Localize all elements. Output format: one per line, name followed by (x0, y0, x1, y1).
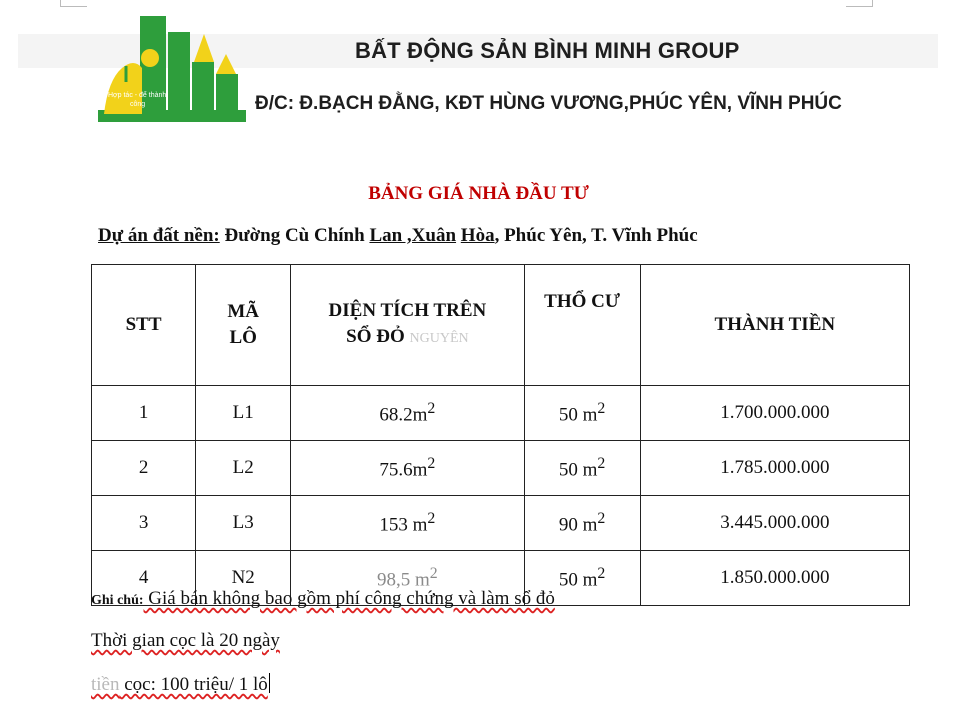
cell-thanh-tien: 1.700.000.000 (640, 386, 909, 441)
note-deposit-time: Thời gian cọc là 20 ngày (91, 630, 280, 651)
header-dien-tich (291, 265, 524, 386)
logo-tower-2 (168, 32, 190, 114)
cell-dien-tich: $75.6m^2$ (291, 441, 524, 496)
cell-ma: L2 (196, 441, 291, 496)
logo-tower-4 (216, 74, 238, 114)
cell-tho-cu: 50 $m^2$ (524, 386, 640, 441)
logo-roof-1 (194, 34, 214, 62)
note-line-1 (91, 588, 555, 610)
table-row (92, 441, 910, 496)
price-table (91, 264, 910, 606)
note-line-2 (91, 630, 280, 652)
margin-mark-left (60, 0, 87, 7)
cell-stt: 4 (92, 551, 196, 606)
header-ma-lo-1: MÃ (227, 301, 259, 322)
header-ma-lo-2: LÔ (229, 327, 257, 348)
cell-thanh-tien: 1.850.000.000 (640, 551, 909, 606)
cell-stt: 2 (92, 441, 196, 496)
cell-stt: 1 (92, 386, 196, 441)
cell-ma: L1 (196, 386, 291, 441)
company-name: BẤT ĐỘNG SẢN BÌNH MINH GROUP (355, 38, 740, 63)
note-label: Ghi chú: (91, 593, 144, 608)
cell-dien-tich: 98,5 $m^2$ (291, 551, 524, 606)
header-dien-tich-2: SỔ ĐỎ (346, 326, 405, 347)
project-label: Dự án đất nền: (98, 225, 220, 246)
cell-thanh-tien: 3.445.000.000 (640, 496, 909, 551)
cell-ma: N2 (196, 551, 291, 606)
margin-mark-right (846, 0, 873, 7)
company-address: Đ/C: Đ.BẠCH ĐẰNG, KĐT HÙNG VƯƠNG,PHÚC YÊN, VĨNH PHÚC (255, 93, 842, 114)
note-deposit-amount: cọc: 100 triệu/ 1 lô (119, 674, 268, 695)
cell-stt: 3 (92, 496, 196, 551)
note-text: Giá bán không bao gồm phí công chứng và làm sổ đỏ (143, 588, 555, 609)
project-part-1: Đường Cù Chính (219, 225, 370, 246)
cell-tho-cu: 50 $m^2$ (524, 551, 640, 606)
logo-roof-2 (216, 54, 236, 74)
header-dien-tich-overlay: NGUYÊN (409, 331, 469, 346)
cell-tho-cu: 50 $m^2$ (524, 441, 640, 496)
note-line-3[interactable] (91, 673, 270, 696)
cell-dien-tich: $68.2m^2$ (291, 386, 524, 441)
logo-slogan-1: Hợp tác - để thành (108, 92, 167, 99)
header-stt: STT (92, 265, 196, 386)
project-part-2: Lan ,Xuân (369, 225, 457, 246)
project-part-4: Hòa (460, 225, 495, 246)
text-cursor (269, 673, 270, 693)
logo-sun (141, 49, 159, 67)
table-row (92, 496, 910, 551)
cell-dien-tich: 153 $m^2$ (291, 496, 524, 551)
cell-ma: L3 (196, 496, 291, 551)
company-logo (98, 10, 246, 122)
header-ma-lo (196, 265, 291, 386)
document-title: BẢNG GIÁ NHÀ ĐẦU TƯ (368, 183, 589, 204)
header-thanh-tien: THÀNH TIỀN (640, 265, 909, 386)
table-header-row (92, 265, 910, 386)
header-dien-tich-1: DIỆN TÍCH TRÊN (328, 300, 487, 321)
project-line (98, 225, 698, 247)
project-part-5: , Phúc Yên, T. Vĩnh Phúc (494, 225, 698, 246)
logo-tower-3 (192, 62, 214, 114)
note-deposit-prefix: tiền (91, 674, 120, 695)
logo-slogan-2: công (130, 101, 146, 108)
cell-tho-cu: 90 $m^2$ (524, 496, 640, 551)
cell-thanh-tien: 1.785.000.000 (640, 441, 909, 496)
header-tho-cu: THỔ CƯ (524, 265, 640, 386)
table-row (92, 386, 910, 441)
